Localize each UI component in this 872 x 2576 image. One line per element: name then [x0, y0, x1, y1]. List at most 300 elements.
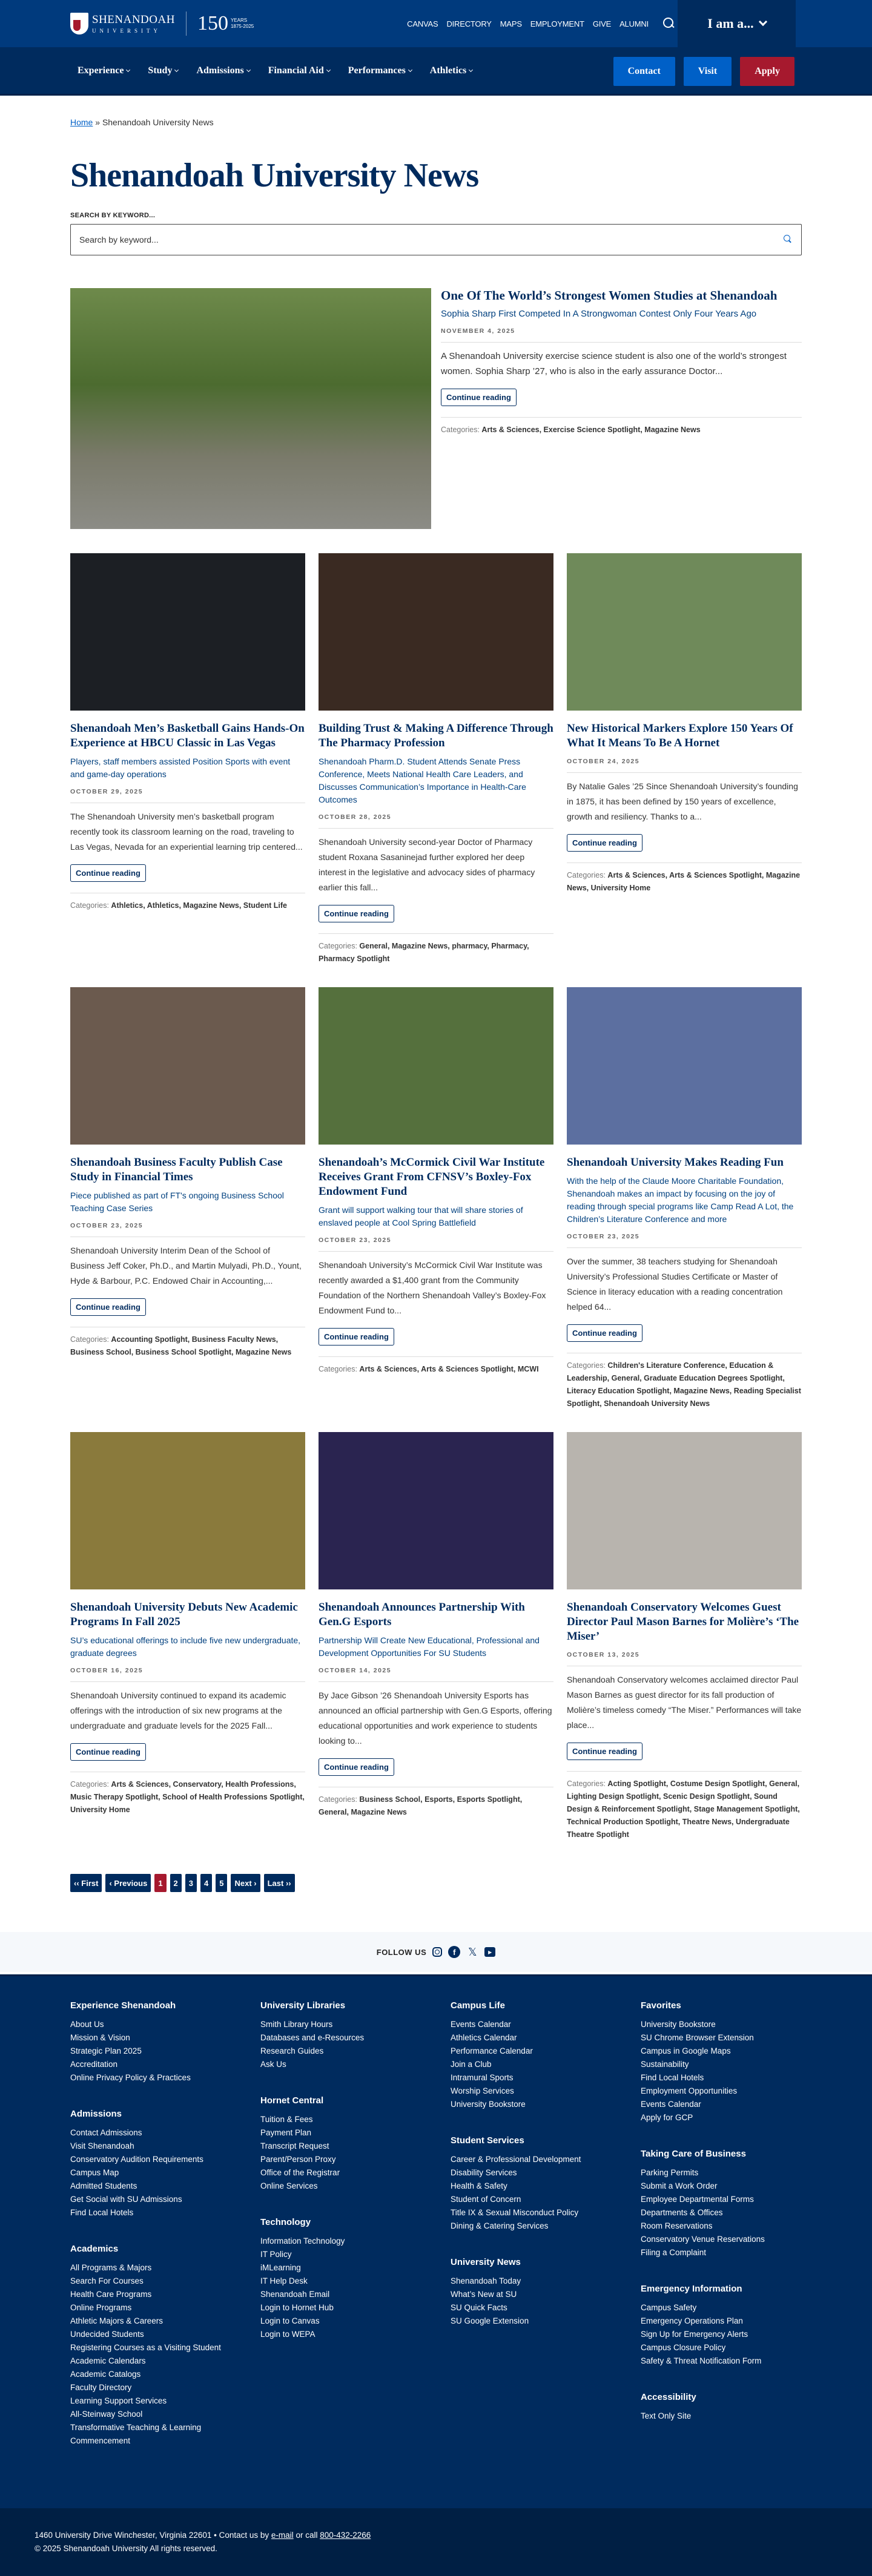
footer-link[interactable]: SU Google Extension [451, 2316, 529, 2325]
page-4-button[interactable]: 4 [200, 1874, 212, 1892]
footer-section-academics [70, 2244, 260, 2448]
footer-link[interactable]: Student of Concern [451, 2195, 521, 2204]
divider [319, 933, 553, 934]
footer-link[interactable]: About Us [70, 2020, 104, 2029]
footer-section-student-services [451, 2135, 641, 2233]
footer-link[interactable]: University Bookstore [641, 2020, 716, 2029]
article-image[interactable] [319, 987, 553, 1145]
article-card [567, 553, 802, 965]
article-excerpt: The Shenandoah University men’s basketball program recently took its classroom learning on the road, traveling to Las Vegas, Nevada for an experiential learning trip centered... [70, 812, 303, 852]
footer-link[interactable]: Information Technology [260, 2236, 345, 2246]
footer-heading: Admissions [70, 2109, 122, 2119]
divider [319, 1356, 553, 1357]
footer-heading: Student Services [451, 2135, 524, 2146]
breadcrumb [70, 108, 802, 127]
footer-link[interactable]: SU Quick Facts [451, 2303, 507, 2312]
search-icon[interactable] [783, 235, 793, 245]
footer-link[interactable]: Events Calendar [641, 2100, 701, 2109]
footer-bottom-bar [0, 2508, 872, 2576]
footer-section-taking-care-of-business [641, 2149, 831, 2259]
footer-link[interactable]: Registering Courses as a Visiting Student [70, 2343, 221, 2352]
page-title: Shenandoah University News [70, 157, 479, 194]
page-3-button[interactable]: 3 [185, 1874, 197, 1892]
footer-link[interactable]: Safety & Threat Notification Form [641, 2356, 762, 2365]
nav-item-athletics[interactable] [430, 65, 472, 76]
utility-link-alumni[interactable]: ALUMNI [619, 19, 649, 28]
footer-link[interactable]: Ask Us [260, 2060, 286, 2069]
footer-link[interactable]: Emergency Operations Plan [641, 2316, 743, 2325]
article-categories [319, 1363, 553, 1376]
search-label: SEARCH BY KEYWORD... [70, 212, 156, 219]
category-links[interactable]: Arts & Sciences, Conservatory, Health Professions, Music Therapy Spotlight, School of Health Professions Spotlight, University Home [70, 1780, 305, 1814]
featured-article-date: NOVEMBER 4, 2025 [441, 327, 515, 335]
article-title[interactable]: Shenandoah Business Faculty Publish Case Study in Financial Times [70, 1156, 283, 1183]
search-icon[interactable] [662, 17, 675, 30]
continue-reading-button[interactable]: Continue reading [70, 864, 146, 882]
continue-reading-button[interactable]: Continue reading [319, 1328, 394, 1346]
footer-heading: Hornet Central [260, 2095, 324, 2106]
footer-link[interactable]: Submit a Work Order [641, 2181, 718, 2190]
footer-link[interactable]: All-Steinway School [70, 2410, 143, 2419]
nav-item-label: Admissions [196, 65, 244, 76]
article-subtitle: Grant will support walking tour that will share stories of enslaved people at Cool Spring Battlefield [319, 1205, 523, 1227]
category-links[interactable]: General, Magazine News, pharmacy, Pharmacy, Pharmacy Spotlight [319, 942, 529, 963]
apply-button[interactable]: Apply [740, 57, 794, 86]
article-categories [567, 1359, 802, 1410]
footer-link[interactable]: All Programs & Majors [70, 2263, 152, 2272]
logo-divider [186, 12, 187, 36]
article-categories [70, 1333, 305, 1359]
article-categories [567, 869, 802, 895]
anniversary-years-label: YEARS [230, 18, 248, 23]
article-card [567, 987, 802, 1410]
follow-us-label: FOLLOW US [376, 1947, 427, 1957]
category-links[interactable]: Children's Literature Conference, Education & Leadership, General, Graduate Education Degrees Spotlight, Literacy Education Spotlight, Magazine News, Reading Specialist Spotlight, Shenandoah University News [567, 1361, 801, 1408]
nav-item-label: Athletics [429, 65, 467, 76]
article-date: OCTOBER 13, 2025 [567, 1651, 640, 1658]
footer-link[interactable]: Visit Shenandoah [70, 2141, 134, 2150]
footer-link[interactable]: Text Only Site [641, 2411, 692, 2420]
youtube-icon[interactable]: ▶ [484, 1947, 495, 1957]
contact-button[interactable]: Contact [613, 57, 675, 86]
chevron-down-icon [126, 67, 130, 71]
utility-link-employment[interactable]: EMPLOYMENT [530, 19, 584, 28]
site-header [0, 0, 872, 96]
footer-link[interactable]: Health & Safety [451, 2181, 507, 2190]
category-links[interactable]: Arts & Sciences, Exercise Science Spotlight, Magazine News [481, 426, 701, 434]
chevron-down-icon [408, 67, 412, 71]
next-page-button[interactable]: Next › [231, 1874, 260, 1892]
breadcrumb-separator: » [93, 117, 102, 127]
footer-link[interactable]: Academic Calendars [70, 2356, 146, 2365]
x-icon[interactable]: 𝕏 [467, 1945, 477, 1959]
cta-group [613, 57, 794, 86]
footer-section-accessibility [641, 2392, 831, 2423]
breadcrumb-current: Shenandoah University News [102, 117, 214, 127]
visit-button[interactable]: Visit [684, 57, 732, 86]
anniversary-span: 1875-2025 [230, 24, 254, 29]
nav-item-admissions[interactable] [196, 65, 249, 76]
footer-link[interactable]: SU Chrome Browser Extension [641, 2033, 754, 2042]
article-categories [319, 940, 553, 965]
logo-subtitle: UNIVERSITY [92, 28, 161, 34]
category-links[interactable]: Acting Spotlight, Costume Design Spotlight, General, Lighting Design Spotlight, Scenic Design Spotlight, Sound Design & Reinforcement Spotlight, Stage Management Spotlight, Technical Production Spotlight, Theatre News, Undergraduate Theatre Spotlight [567, 1779, 800, 1839]
article-title[interactable]: Shenandoah University Debuts New Academic Programs In Fall 2025 [70, 1601, 298, 1628]
article-excerpt: Shenandoah University continued to expand its academic offerings with the introduction of six new programs at the undergraduate and graduate levels for the 2025 Fall... [70, 1690, 286, 1730]
article-subtitle: Partnership Will Create New Educational, Professional and Development Opportunities For SU Students [319, 1635, 540, 1658]
chevron-down-icon [326, 67, 331, 71]
footer-link[interactable]: Login to Canvas [260, 2316, 320, 2325]
footer-link[interactable]: Parent/Person Proxy [260, 2155, 336, 2164]
footer-heading: Favorites [641, 2000, 681, 2011]
featured-article-subtitle: Sophia Sharp First Competed In A Strongwoman Contest Only Four Years Ago [441, 309, 757, 319]
article-card [567, 1432, 802, 1841]
featured-article-excerpt: A Shenandoah University exercise science student is also one of the world’s strongest women. Sophia Sharp ’27, who is also in the early assurance Doctor... [441, 351, 787, 376]
footer-section-emergency-information [641, 2284, 831, 2368]
article-card [70, 553, 305, 965]
article-title[interactable]: Building Trust & Making A Difference Through The Pharmacy Profession [319, 722, 553, 749]
article-image[interactable] [567, 553, 802, 711]
categories-label: Categories: [441, 426, 480, 434]
footer-link[interactable]: Join a Club [451, 2060, 492, 2069]
footer-link[interactable]: Learning Support Services [70, 2396, 167, 2405]
continue-reading-button[interactable]: Continue reading [319, 905, 394, 922]
categories-label: Categories: [70, 901, 109, 910]
article-image[interactable] [319, 1432, 553, 1589]
facebook-icon[interactable]: f [448, 1946, 460, 1958]
footer-link[interactable]: What’s New at SU [451, 2290, 517, 2299]
continue-reading-button[interactable]: Continue reading [567, 834, 642, 852]
university-logo[interactable] [70, 12, 254, 36]
chevron-down-icon [174, 67, 179, 71]
footer-link[interactable]: Sign Up for Emergency Alerts [641, 2330, 748, 2339]
chevron-down-icon [246, 67, 251, 71]
continue-reading-button[interactable]: Continue reading [441, 389, 517, 406]
article-date: OCTOBER 16, 2025 [70, 1667, 144, 1674]
footer-link[interactable]: Dining & Catering Services [451, 2221, 549, 2230]
main-content [70, 108, 802, 1892]
continue-reading-button[interactable]: Continue reading [70, 1743, 146, 1761]
article-excerpt: Shenandoah University Interim Dean of the School of Business Jeff Coker, Ph.D., and Martin Mulyadi, Ph.D., Yount, Hyde & Barbour, P.C. Endowed Chair in Accounting,... [70, 1246, 302, 1286]
footer-link[interactable]: Tuition & Fees [260, 2115, 313, 2124]
footer-link[interactable]: Login to Hornet Hub [260, 2303, 334, 2312]
footer-link[interactable]: Conservatory Venue Reservations [641, 2235, 765, 2244]
footer-section-university-libraries [260, 2000, 451, 2071]
nav-item-performances[interactable] [348, 65, 412, 76]
divider [441, 342, 802, 343]
footer-link[interactable]: Disability Services [451, 2168, 517, 2177]
email-link[interactable]: e-mail [271, 2531, 294, 2540]
article-excerpt: By Jace Gibson ’26 Shenandoah University Esports has announced an official partnership with Gen.G Esports, offering educational opportunities and work experience to students looking to... [319, 1690, 552, 1746]
categories-label: Categories: [319, 942, 357, 950]
article-title[interactable]: Shenandoah Men’s Basketball Gains Hands-On Experience at HBCU Classic in Las Vegas [70, 722, 305, 749]
utility-link-canvas[interactable]: CANVAS [407, 19, 438, 28]
footer-link[interactable]: Accreditation [70, 2060, 118, 2069]
nav-item-label: Financial Aid [268, 65, 324, 76]
continue-reading-button[interactable]: Continue reading [70, 1298, 146, 1316]
article-categories [319, 1793, 553, 1819]
footer-link[interactable]: Sustainability [641, 2060, 689, 2069]
footer-link[interactable]: Office of the Registrar [260, 2168, 340, 2177]
footer-link[interactable]: Smith Library Hours [260, 2020, 333, 2029]
footer-link[interactable]: Transformative Teaching & Learning [70, 2423, 202, 2432]
first-page-button[interactable]: ‹‹ First [70, 1874, 102, 1892]
instagram-icon[interactable] [432, 1947, 442, 1957]
article-image[interactable] [70, 987, 305, 1145]
article-subtitle: SU’s educational offerings to include five new undergraduate, graduate degrees [70, 1635, 301, 1658]
continue-reading-button[interactable]: Continue reading [567, 1324, 642, 1342]
phone-link[interactable]: 800-432-2266 [320, 2531, 371, 2540]
categories-label: Categories: [70, 1335, 109, 1344]
article-card [70, 987, 305, 1410]
article-date: OCTOBER 23, 2025 [70, 1222, 144, 1229]
category-links[interactable]: Athletics, Athletics, Magazine News, Student Life [111, 901, 287, 910]
footer-link[interactable]: Parking Permits [641, 2168, 699, 2177]
footer-heading: Technology [260, 2217, 311, 2227]
article-card [319, 1432, 553, 1841]
footer-section-university-news [451, 2257, 641, 2328]
footer-link[interactable]: Find Local Hotels [70, 2208, 134, 2217]
article-excerpt: Shenandoah Conservatory welcomes acclaimed director Paul Mason Barnes as guest director for its fall production of Molière’s timeless comedy “The Miser.” Performances will take place... [567, 1675, 802, 1730]
divider [567, 1771, 802, 1772]
article-image[interactable] [70, 1432, 305, 1589]
footer-link[interactable]: Transcript Request [260, 2141, 329, 2150]
article-date: OCTOBER 23, 2025 [567, 1233, 640, 1240]
article-excerpt: Shenandoah University’s McCormick Civil War Institute was recently awarded a $1,400 grant from the Community Foundation of the Northern Shenandoah Valley’s Boxley-Fox Endowment Fund to... [319, 1260, 546, 1315]
footer-link[interactable]: Campus Closure Policy [641, 2343, 726, 2352]
footer-link[interactable]: Health Care Programs [70, 2290, 152, 2299]
footer-section-hornet-central [260, 2095, 451, 2193]
last-page-button[interactable]: Last ›› [264, 1874, 295, 1892]
featured-article [70, 288, 802, 529]
footer-link[interactable]: Title IX & Sexual Misconduct Policy [451, 2208, 579, 2217]
footer-link[interactable]: Worship Services [451, 2086, 514, 2095]
pagination [70, 1874, 802, 1892]
utility-nav [407, 0, 675, 47]
continue-reading-button[interactable]: Continue reading [319, 1758, 394, 1776]
footer-link[interactable]: Apply for GCP [641, 2113, 693, 2122]
footer-link[interactable]: Intramural Sports [451, 2073, 514, 2082]
article-subtitle: Players, staff members assisted Position Sports with event and game-day operations [70, 757, 291, 779]
divider [567, 1247, 802, 1248]
article-image[interactable] [567, 987, 802, 1145]
article-date: OCTOBER 14, 2025 [319, 1667, 392, 1674]
article-subtitle: Shenandoah Pharm.D. Student Attends Senate Press Conference, Meets National Health Care Leaders, and Discusses Communication’s Importance in Health-Care Outcomes [319, 757, 526, 804]
search-field [70, 224, 802, 255]
footer-link[interactable]: Payment Plan [260, 2128, 312, 2137]
chevron-down-icon [469, 67, 473, 71]
footer-link[interactable]: Athletic Majors & Careers [70, 2316, 164, 2325]
footer-link[interactable]: Campus Map [70, 2168, 119, 2177]
article-card [70, 1432, 305, 1841]
categories-label: Categories: [567, 871, 606, 879]
article-title[interactable]: Shenandoah Announces Partnership With Gen.G Esports [319, 1601, 525, 1628]
i-am-a-label: I am a... [707, 16, 754, 31]
footer-section-admissions [70, 2109, 260, 2220]
footer-link[interactable]: Faculty Directory [70, 2383, 132, 2392]
divider [567, 772, 802, 773]
breadcrumb-home-link[interactable]: Home [70, 117, 93, 127]
article-title[interactable]: Shenandoah University Makes Reading Fun [567, 1156, 784, 1169]
continue-reading-button[interactable]: Continue reading [567, 1743, 642, 1760]
footer-link[interactable]: IT Help Desk [260, 2276, 308, 2285]
footer-link[interactable]: IT Policy [260, 2250, 292, 2259]
copyright: © 2025 Shenandoah University All rights reserved. [35, 2544, 217, 2553]
footer-link[interactable]: Databases and e-Resources [260, 2033, 365, 2042]
categories-label: Categories: [567, 1779, 606, 1788]
article-categories [441, 424, 802, 436]
categories-label: Categories: [70, 1780, 109, 1789]
footer-link[interactable]: Mission & Vision [70, 2033, 130, 2042]
footer-link[interactable]: Research Guides [260, 2046, 324, 2055]
divider [319, 828, 553, 829]
chevron-down-icon [759, 18, 767, 26]
footer-section-favorites [641, 2000, 831, 2124]
divider [70, 1681, 305, 1682]
article-image[interactable] [567, 1432, 802, 1589]
main-nav [0, 47, 872, 96]
footer-link[interactable]: Online Services [260, 2181, 318, 2190]
address-line: 1460 University Drive Winchester, Virginia 22601 • Contact us by e-mail or call 800-432-2266 [35, 2531, 371, 2540]
footer-link[interactable]: Login to WEPA [260, 2330, 315, 2339]
category-links[interactable]: Arts & Sciences, Arts & Sciences Spotlight, MCWI [359, 1365, 539, 1373]
footer-link[interactable]: Campus in Google Maps [641, 2046, 731, 2055]
article-subtitle: With the help of the Claude Moore Charitable Foundation, Shenandoah makes an impact by focusing on the joy of reading through special programs like Camp Read A Lot, the Children’s Literature Conference and more [567, 1176, 794, 1224]
footer-link[interactable]: Strategic Plan 2025 [70, 2046, 142, 2055]
footer-heading: Experience Shenandoah [70, 2000, 176, 2011]
logo-wordmark: SHENANDOAH [92, 13, 175, 26]
search-input[interactable] [79, 235, 783, 245]
footer-column [641, 2000, 831, 2472]
footer-section-campus-life [451, 2000, 641, 2111]
categories-label: Categories: [319, 1365, 357, 1373]
featured-article-image[interactable] [70, 288, 431, 529]
anniversary-mark: 150 [197, 12, 228, 34]
footer-link[interactable]: Contact Admissions [70, 2128, 142, 2137]
divider [319, 1251, 553, 1252]
category-links[interactable]: Business School, Esports, Esports Spotlight, General, Magazine News [319, 1795, 523, 1816]
footer-link[interactable]: Departments & Offices [641, 2208, 723, 2217]
article-categories [70, 1778, 305, 1816]
page-5-button[interactable]: 5 [216, 1874, 227, 1892]
footer-link[interactable]: Get Social with SU Admissions [70, 2195, 182, 2204]
footer-link[interactable]: Shenandoah Today [451, 2276, 521, 2285]
footer-column [70, 2000, 260, 2472]
categories-label: Categories: [319, 1795, 357, 1804]
footer-link[interactable]: Employment Opportunities [641, 2086, 738, 2095]
footer-heading: Campus Life [451, 2000, 506, 2011]
article-title[interactable]: Shenandoah’s McCormick Civil War Institute Receives Grant From CFNSV’s Boxley-Fox Endowment Fund [319, 1156, 545, 1198]
divider [319, 1681, 553, 1682]
footer-link[interactable]: Athletics Calendar [451, 2033, 517, 2042]
footer-column [260, 2000, 451, 2472]
article-date: OCTOBER 28, 2025 [319, 813, 392, 821]
nav-item-label: Experience [78, 65, 124, 76]
categories-label: Categories: [567, 1361, 606, 1370]
utility-link-maps[interactable]: MAPS [500, 19, 522, 28]
category-links[interactable]: Accounting Spotlight, Business Faculty News, Business School, Business School Spotlight, Magazine News [70, 1335, 292, 1356]
nav-item-experience[interactable] [78, 65, 130, 76]
article-card [319, 987, 553, 1410]
article-title[interactable]: Shenandoah Conservatory Welcomes Guest Director Paul Mason Barnes for Molière’s ‘The Miser’ [567, 1601, 799, 1643]
article-categories [70, 899, 305, 912]
utility-link-give[interactable]: GIVE [592, 19, 612, 28]
footer-link[interactable]: Shenandoah Email [260, 2290, 330, 2299]
footer-heading: Taking Care of Business [641, 2149, 746, 2159]
footer-heading: University News [451, 2257, 521, 2267]
footer-heading: Emergency Information [641, 2284, 742, 2294]
footer-link[interactable]: Admitted Students [70, 2181, 137, 2190]
nav-item-study[interactable] [148, 65, 178, 76]
article-subtitle: Piece published as part of FT's ongoing Business School Teaching Case Series [70, 1191, 284, 1213]
featured-article-title[interactable]: One Of The World’s Strongest Women Studies at Shenandoah [441, 288, 778, 303]
page-2-button[interactable]: 2 [170, 1874, 182, 1892]
footer-link[interactable]: Events Calendar [451, 2020, 511, 2029]
footer-link[interactable]: Academic Catalogs [70, 2370, 141, 2379]
footer-section-technology [260, 2217, 451, 2341]
footer-heading: Accessibility [641, 2392, 696, 2402]
article-categories [567, 1778, 802, 1841]
page-1-button[interactable]: 1 [154, 1874, 166, 1892]
i-am-a-dropdown[interactable] [678, 0, 796, 47]
category-links[interactable]: Arts & Sciences, Arts & Sciences Spotlight, Magazine News, University Home [567, 871, 801, 892]
footer-link[interactable]: Search For Courses [70, 2276, 144, 2285]
article-title[interactable]: New Historical Markers Explore 150 Years Of What It Means To Be A Hornet [567, 722, 793, 749]
nav-item-label: Study [148, 65, 173, 76]
footer-link[interactable]: Filing a Complaint [641, 2248, 707, 2257]
footer-link[interactable]: Commencement [70, 2436, 131, 2445]
article-excerpt: By Natalie Gales ’25 Since Shenandoah University’s founding in 1875, it has been defined by 150 years of excellence, growth and resiliency. Thanks to a... [567, 781, 798, 821]
shield-logo-icon [70, 13, 88, 34]
footer-link[interactable]: Online Programs [70, 2303, 132, 2312]
footer-section-experience-shenandoah [70, 2000, 260, 2085]
footer-heading: University Libraries [260, 2000, 346, 2011]
footer-heading: Academics [70, 2244, 119, 2254]
divider [441, 417, 802, 418]
footer-link[interactable]: iMLearning [260, 2263, 301, 2272]
nav-item-financial-aid[interactable] [268, 65, 330, 76]
divider [567, 862, 802, 863]
article-excerpt: Over the summer, 38 teachers studying for Shenandoah University’s Professional Studies Certificate or Master of Science in literacy education with a reading concentration helped 64... [567, 1257, 783, 1312]
footer-link[interactable]: Performance Calendar [451, 2046, 533, 2055]
article-date: OCTOBER 24, 2025 [567, 758, 640, 765]
article-excerpt: Shenandoah University second-year Doctor of Pharmacy student Roxana Sasaninejad further explored her deep interest in the legislative and advocacy sides of pharmacy earlier this fall... [319, 837, 535, 892]
previous-page-button[interactable]: ‹ Previous [105, 1874, 151, 1892]
footer-link[interactable]: Online Privacy Policy & Practices [70, 2073, 191, 2082]
article-grid [70, 553, 802, 1863]
address-text: 1460 University Drive Winchester, Virginia 22601 • Contact us by [35, 2531, 271, 2540]
utility-link-directory[interactable]: DIRECTORY [446, 19, 492, 28]
footer-link[interactable]: Career & Professional Development [451, 2155, 581, 2164]
nav-item-label: Performances [348, 65, 406, 76]
article-image[interactable] [70, 553, 305, 711]
footer-link[interactable]: Campus Safety [641, 2303, 697, 2312]
footer-link[interactable]: Conservatory Audition Requirements [70, 2155, 203, 2164]
article-card [319, 553, 553, 965]
footer-link[interactable]: Find Local Hotels [641, 2073, 704, 2082]
follow-us-bar [0, 1932, 872, 1974]
footer-link[interactable]: University Bookstore [451, 2100, 526, 2109]
top-bar [0, 0, 872, 47]
article-date: OCTOBER 29, 2025 [70, 788, 144, 795]
footer-link[interactable]: Room Reservations [641, 2221, 713, 2230]
footer-link[interactable]: Employee Departmental Forms [641, 2195, 754, 2204]
article-image[interactable] [319, 553, 553, 711]
site-footer [0, 1974, 872, 2508]
footer-link[interactable]: Undecided Students [70, 2330, 144, 2339]
article-date: OCTOBER 23, 2025 [319, 1237, 392, 1244]
footer-column [451, 2000, 641, 2472]
